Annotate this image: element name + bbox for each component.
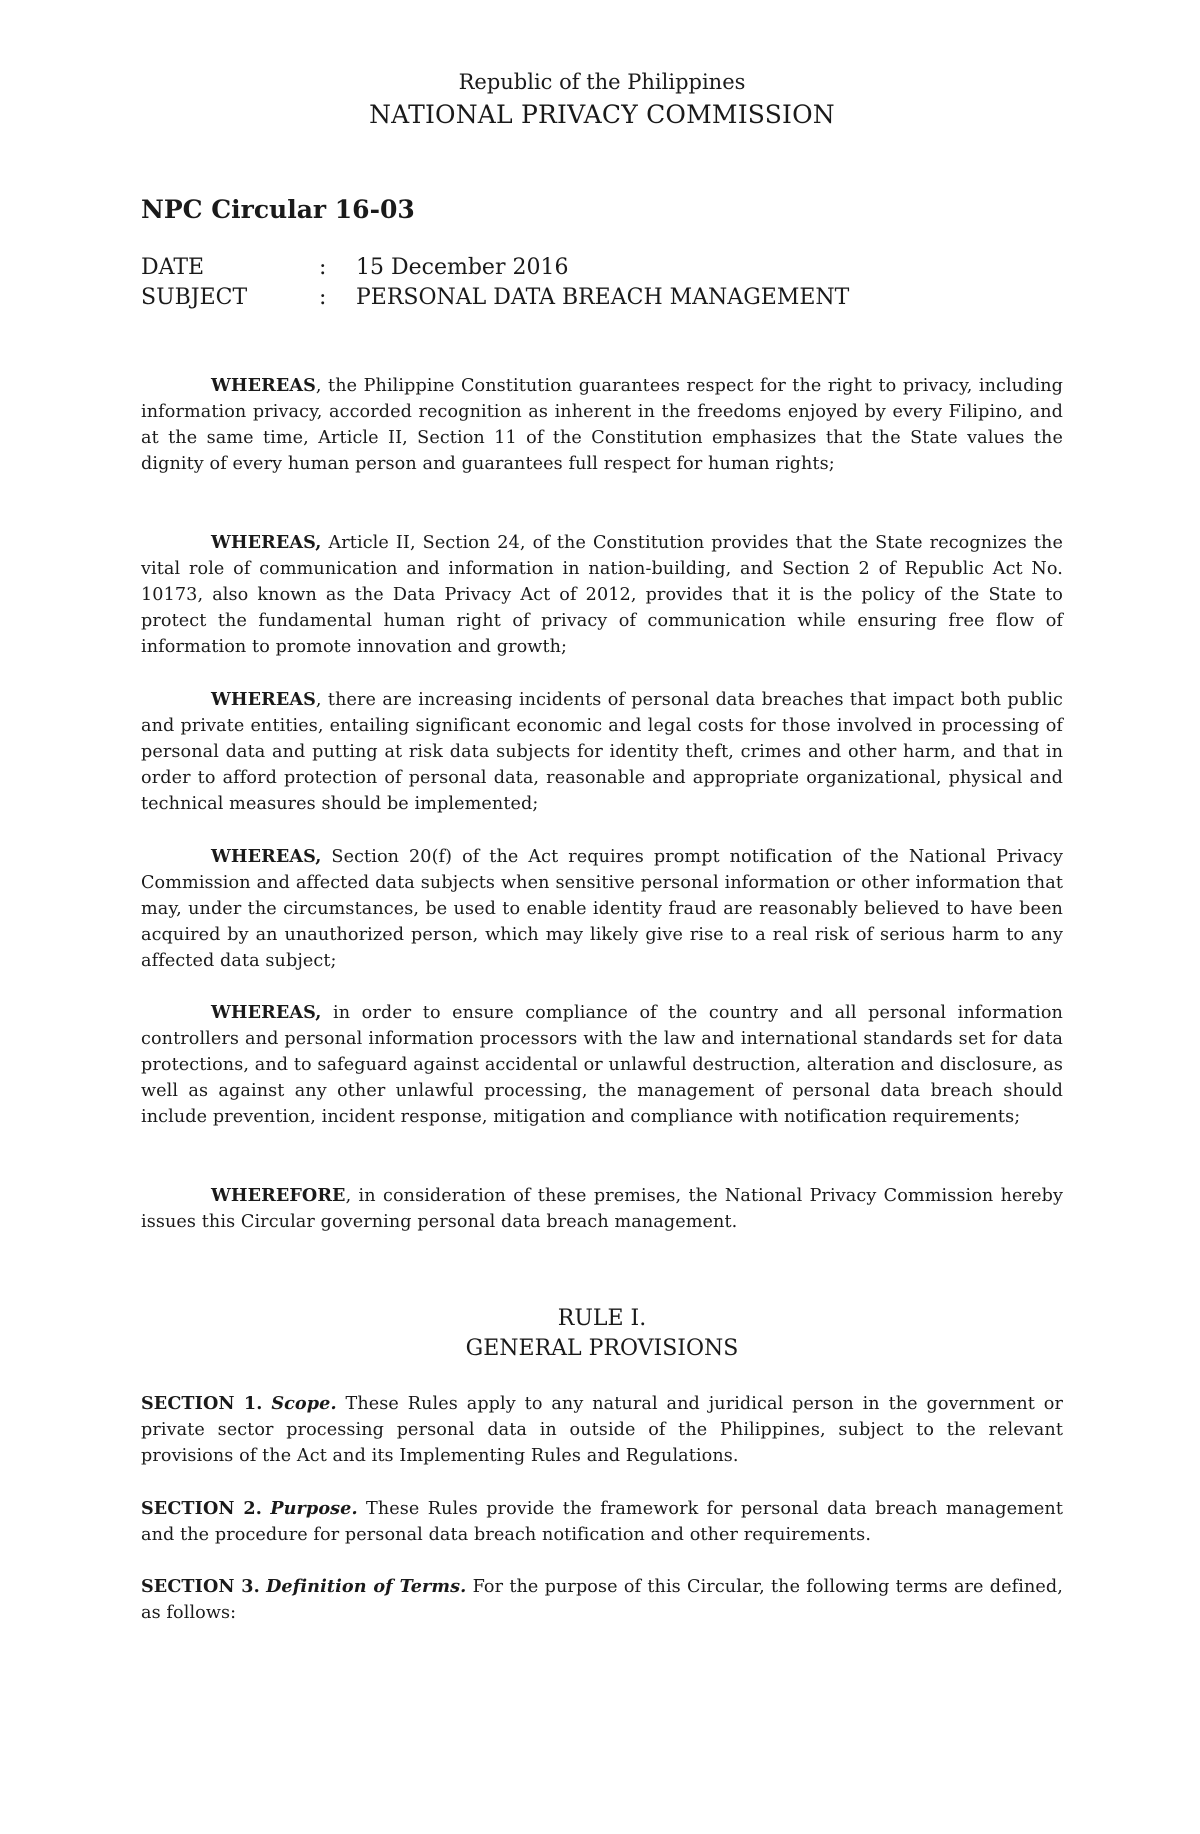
section-label: SECTION 3. — [141, 1576, 260, 1597]
country-heading: Republic of the Philippines — [458, 70, 746, 94]
rule-number: RULE I. — [557, 1306, 647, 1331]
section-text: For the purpose of this Circular, the following terms are defined, as follows: — [141, 1577, 1063, 1623]
whereas-text: in order to ensure compliance of the country and all personal information controllers and personal information processors with the law and international standards set for data protections, and to safeguard against accidental or unlawful destruction, alteration and disclosure, as well as against any other unlawful processing, the management of personal data breach should include prevention, incident response, mitigation and compliance with notification requirements; — [141, 1003, 1063, 1127]
whereas-paragraph — [141, 530, 1063, 660]
section-title: Purpose. — [270, 1498, 358, 1519]
whereas-paragraph — [141, 373, 1063, 477]
whereas-text: Article II, Section 24, of the Constitution provides that the State recognizes the vital role of communication and information in nation-building, and Section 2 of Republic Act No. 10173, also known as the Data Privacy Act of 2012, provides that it is the policy of the State to protect the fundamental human right of privacy of communication while ensuring free flow of information to promote innovation and growth; — [141, 533, 1063, 657]
wherefore-paragraph — [141, 1183, 1063, 1235]
wherefore-lead: WHEREFORE — [211, 1185, 346, 1206]
section-scope — [141, 1391, 1063, 1469]
date-value: 15 December 2016 — [356, 255, 569, 280]
wherefore-text: , in consideration of these premises, the National Privacy Commission hereby issues this Circular governing personal data breach management. — [141, 1186, 1063, 1232]
whereas-lead: WHEREAS, — [211, 846, 322, 867]
whereas-text: , there are increasing incidents of personal data breaches that impact both public and private entities, entailing significant economic and legal costs for those involved in processing of personal data and putting at risk data subjects for identity theft, crimes and other harm, and that in order to afford protection of personal data, reasonable and appropriate organizational, physical and technical measures should be implemented; — [141, 690, 1063, 814]
section-title: Definition of Terms. — [266, 1576, 467, 1597]
section-text: These Rules provide the framework for personal data breach management and the procedure for personal data breach notification and other requirements. — [141, 1499, 1063, 1545]
agency-heading: NATIONAL PRIVACY COMMISSION — [369, 100, 835, 129]
whereas-text: , the Philippine Constitution guarantees respect for the right to privacy, including information privacy, accorded recognition as inherent in the freedoms enjoyed by every Filipino, and at the same time, Article II, Section 11 of the Constitution emphasizes that the State values the dignity of every human person and guarantees full respect for human rights; — [141, 376, 1063, 474]
subject-value: PERSONAL DATA BREACH MANAGEMENT — [356, 285, 850, 310]
whereas-text: Section 20(f) of the Act requires prompt notification of the National Privacy Commission and affected data subjects when sensitive personal information or other information that may, under the circumstances, be used to enable identity fraud are reasonably believed to have been acquired by an unauthorized person, which may likely give rise to a real risk of serious harm to any affected data subject; — [141, 847, 1063, 971]
whereas-paragraph — [141, 844, 1063, 974]
whereas-lead: WHEREAS, — [211, 532, 322, 553]
section-definitions — [141, 1574, 1063, 1626]
circular-number: NPC Circular 16-03 — [141, 195, 415, 224]
subject-label: SUBJECT — [141, 285, 248, 310]
whereas-paragraph — [141, 1000, 1063, 1130]
whereas-lead: WHEREAS — [211, 689, 316, 710]
subject-separator: : — [319, 285, 327, 310]
whereas-paragraph — [141, 687, 1063, 817]
date-label: DATE — [141, 255, 205, 280]
section-purpose — [141, 1496, 1063, 1548]
whereas-lead: WHEREAS, — [211, 1002, 322, 1023]
section-label: SECTION 1. — [141, 1393, 263, 1414]
date-separator: : — [319, 255, 327, 280]
section-title: Scope. — [271, 1393, 337, 1414]
whereas-lead: WHEREAS — [211, 375, 316, 396]
rule-title: GENERAL PROVISIONS — [465, 1336, 739, 1361]
section-label: SECTION 2. — [141, 1498, 262, 1519]
section-text: These Rules apply to any natural and juridical person in the government or private sector processing personal data in outside of the Philippines, subject to the relevant provisions of the Act and its Implementing Rules and Regulations. — [141, 1394, 1063, 1466]
